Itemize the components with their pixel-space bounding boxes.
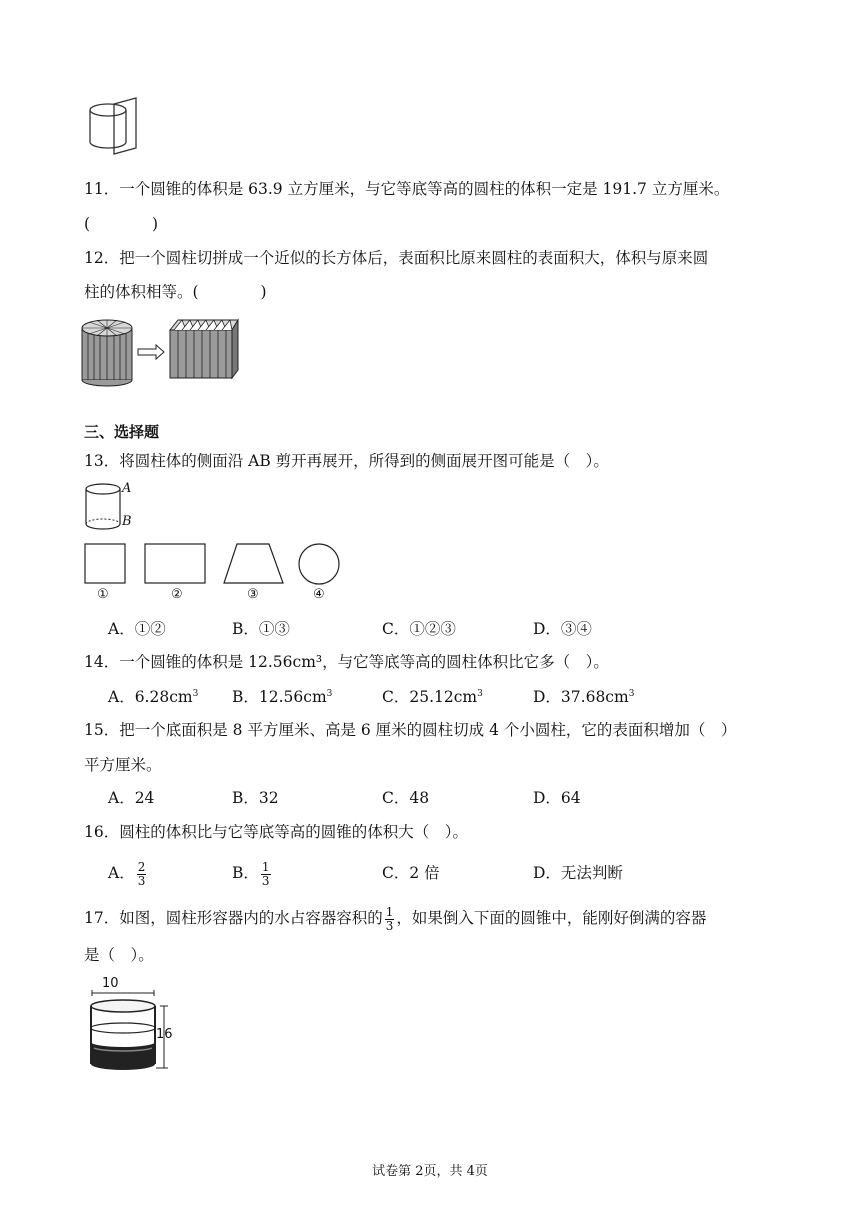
q13-option-b[interactable]: B．①③ bbox=[232, 620, 290, 638]
question-13: 13．将圆柱体的侧面沿 AB 剪开再展开，所得到的侧面展开图可能是（ ）。 bbox=[84, 452, 609, 470]
circle-shape bbox=[298, 543, 342, 585]
question-11: 11．一个圆锥的体积是 63.9 立方厘米，与它等底等高的圆柱的体积一定是 191.7 立方厘米。 bbox=[84, 180, 730, 198]
question-14: 14．一个圆锥的体积是 12.56cm³，与它等底等高的圆柱体积比它多（ ）。 bbox=[84, 653, 609, 671]
q15-option-a[interactable]: A．24 bbox=[108, 789, 155, 807]
question-15-line2: 平方厘米。 bbox=[84, 756, 162, 774]
q16-option-c[interactable]: C．2 倍 bbox=[382, 864, 440, 882]
cylinder-cut-figure bbox=[86, 96, 146, 158]
question-17-line1: 17．如图，圆柱形容器内的水占容器容积的 $\frac{1}{3}$ ，如果倒入下面的圆锥中，能刚好倒满的容器 bbox=[84, 904, 707, 933]
question-12-line2: 柱的体积相等。( ) bbox=[84, 283, 267, 301]
question-16: 16．圆柱的体积比与它等底等高的圆锥的体积大（ ）。 bbox=[84, 823, 468, 841]
q16-option-d[interactable]: D．无法判断 bbox=[533, 864, 623, 882]
q15-option-d[interactable]: D．64 bbox=[533, 789, 581, 807]
square-shape bbox=[84, 543, 126, 585]
question-15-line1: 15．把一个底面积是 8 平方厘米、高是 6 厘米的圆柱切成 4 个小圆柱，它的表面积增加（ ） bbox=[84, 721, 737, 739]
water-container-figure bbox=[86, 976, 186, 1076]
question-11-answer-blank[interactable]: ( ) bbox=[84, 215, 159, 233]
shape-label-3: ③ bbox=[247, 587, 259, 602]
q14-option-b[interactable]: B．$12.56cm^3$ bbox=[232, 688, 333, 706]
q13-option-d[interactable]: D．③④ bbox=[533, 620, 592, 638]
q15-option-b[interactable]: B．32 bbox=[232, 789, 279, 807]
rectangle-shape bbox=[144, 543, 206, 585]
page-footer: 试卷第 2页，共 4页 bbox=[372, 1164, 488, 1179]
q15-option-c[interactable]: C．48 bbox=[382, 789, 430, 807]
trapezoid-shape bbox=[223, 543, 285, 585]
cylinder-ab-figure bbox=[84, 480, 144, 536]
shape-label-4: ④ bbox=[313, 587, 325, 602]
q14-option-a[interactable]: A．$6.28cm^3$ bbox=[108, 688, 199, 706]
q16-option-a[interactable]: A． $\frac{2}{3}$ bbox=[108, 859, 146, 888]
diagram-height-label: 16 bbox=[156, 1027, 173, 1042]
shape-label-2: ② bbox=[171, 587, 183, 602]
label-a: A bbox=[122, 481, 132, 496]
shape-label-1: ① bbox=[97, 587, 109, 602]
diagram-width-label: 10 bbox=[102, 976, 119, 991]
label-b: B bbox=[122, 514, 132, 529]
question-12-line1: 12．把一个圆柱切拼成一个近似的长方体后，表面积比原来圆柱的表面积大，体积与原来圆 bbox=[84, 249, 709, 267]
question-17-line2: 是（ ）。 bbox=[84, 946, 154, 964]
q16-option-b[interactable]: B． $\frac{1}{3}$ bbox=[232, 859, 270, 888]
cylinder-to-cuboid-figure bbox=[80, 316, 240, 386]
q13-option-a[interactable]: A．①② bbox=[108, 620, 166, 638]
q14-option-c[interactable]: C．$25.12cm^3$ bbox=[382, 688, 483, 706]
q13-option-c[interactable]: C．①②③ bbox=[382, 620, 456, 638]
q14-option-d[interactable]: D．$37.68cm^3$ bbox=[533, 688, 635, 706]
section-title: 三、选择题 bbox=[84, 423, 160, 441]
